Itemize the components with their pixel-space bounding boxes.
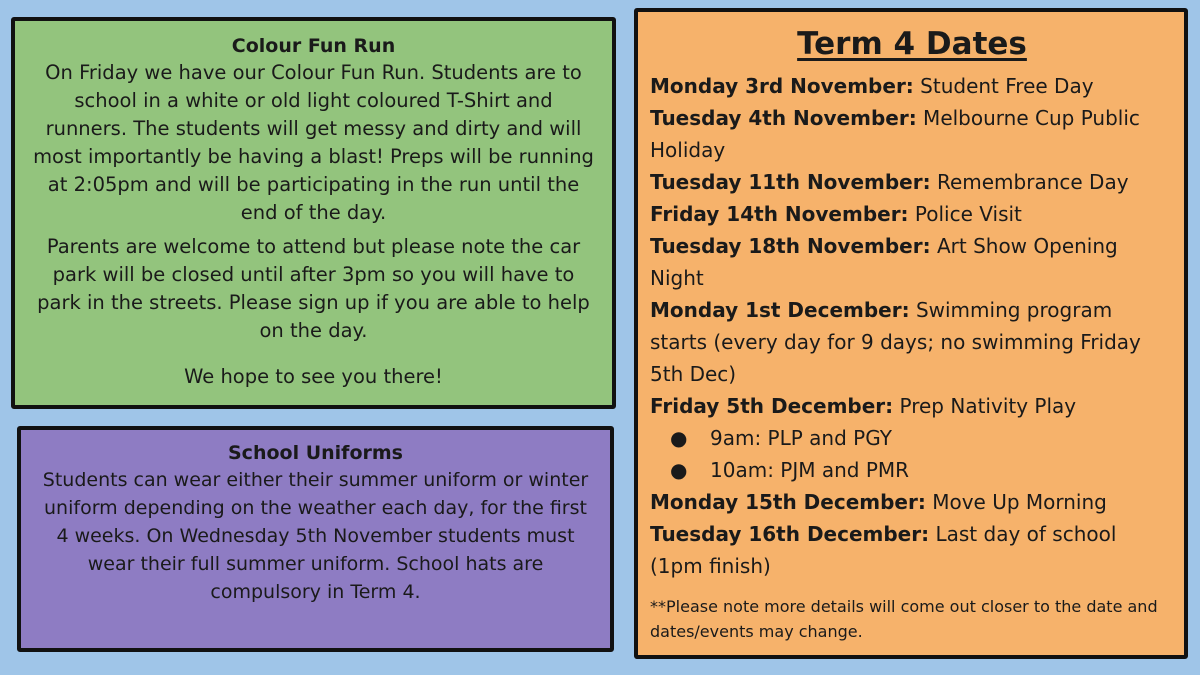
event-label: Student Free Day [913,74,1094,98]
colour-fun-run-title: Colour Fun Run [231,35,396,57]
date-entry [650,198,1174,230]
school-uniforms-title: School Uniforms [228,442,403,464]
date-entry [650,518,1174,582]
event-label: Last day of school (1pm finish) [650,522,1117,578]
date-label: Monday 3rd November: [650,74,914,98]
date-label: Friday 14th November: [650,202,909,226]
list-item [670,422,1174,454]
date-label: Monday 15th December: [650,490,926,514]
term-dates-footnote: **Please note more details will come out closer to the date and dates/events may change. [650,597,1158,641]
event-label: Swimming program starts (every day for 9 days; no swimming Friday 5th Dec) [650,298,1141,386]
colour-fun-run-paragraph-2: Parents are welcome to attend but please note the car park will be closed until after 3pm so you will have to park in the streets. Please sign up if you are able to help on the day. [37,235,590,342]
bullet-icon: ● [670,458,688,482]
date-entry [650,70,1174,102]
event-label: Police Visit [908,202,1022,226]
date-entry [650,486,1174,518]
date-label: Tuesday 11th November: [650,170,931,194]
nativity-session-list [650,422,1174,486]
date-entry [650,294,1174,390]
event-label: Remembrance Day [930,170,1129,194]
bullet-icon: ● [670,426,688,450]
colour-fun-run-paragraph-3: We hope to see you there! [184,365,443,388]
event-label: Move Up Morning [925,490,1107,514]
school-uniforms-body: Students can wear either their summer uniform or winter uniform depending on the weather each day, for the first 4 weeks. On Wednesday 5th November students must wear their full summer uniform. School hats are compulsory in Term 4. [42,469,589,603]
term-dates-panel [634,8,1188,659]
nativity-session-label: 9am: PLP and PGY [710,426,892,450]
event-label: Melbourne Cup Public Holiday [650,106,1140,162]
term-dates-title: Term 4 Dates [797,26,1027,62]
date-entry [650,390,1174,422]
date-entry [650,102,1174,166]
date-label: Tuesday 18th November: [650,234,931,258]
date-entry [650,230,1174,294]
school-uniforms-panel [17,426,614,652]
date-label: Friday 5th December: [650,394,894,418]
date-label: Monday 1st December: [650,298,910,322]
colour-fun-run-paragraph-1: On Friday we have our Colour Fun Run. Students are to school in a white or old light coloured T-Shirt and runners. The students will get messy and dirty and will most importantly be having a blast! Preps will be running at 2:05pm and will be participating in the run until the end of the day. [33,61,594,224]
date-label: Tuesday 16th December: [650,522,930,546]
date-label: Tuesday 4th November: [650,106,917,130]
event-label: Prep Nativity Play [893,394,1077,418]
date-entry [650,166,1174,198]
colour-fun-run-panel [11,17,616,409]
list-item [670,454,1174,486]
event-label: Art Show Opening Night [650,234,1118,290]
nativity-session-label: 10am: PJM and PMR [710,458,910,482]
